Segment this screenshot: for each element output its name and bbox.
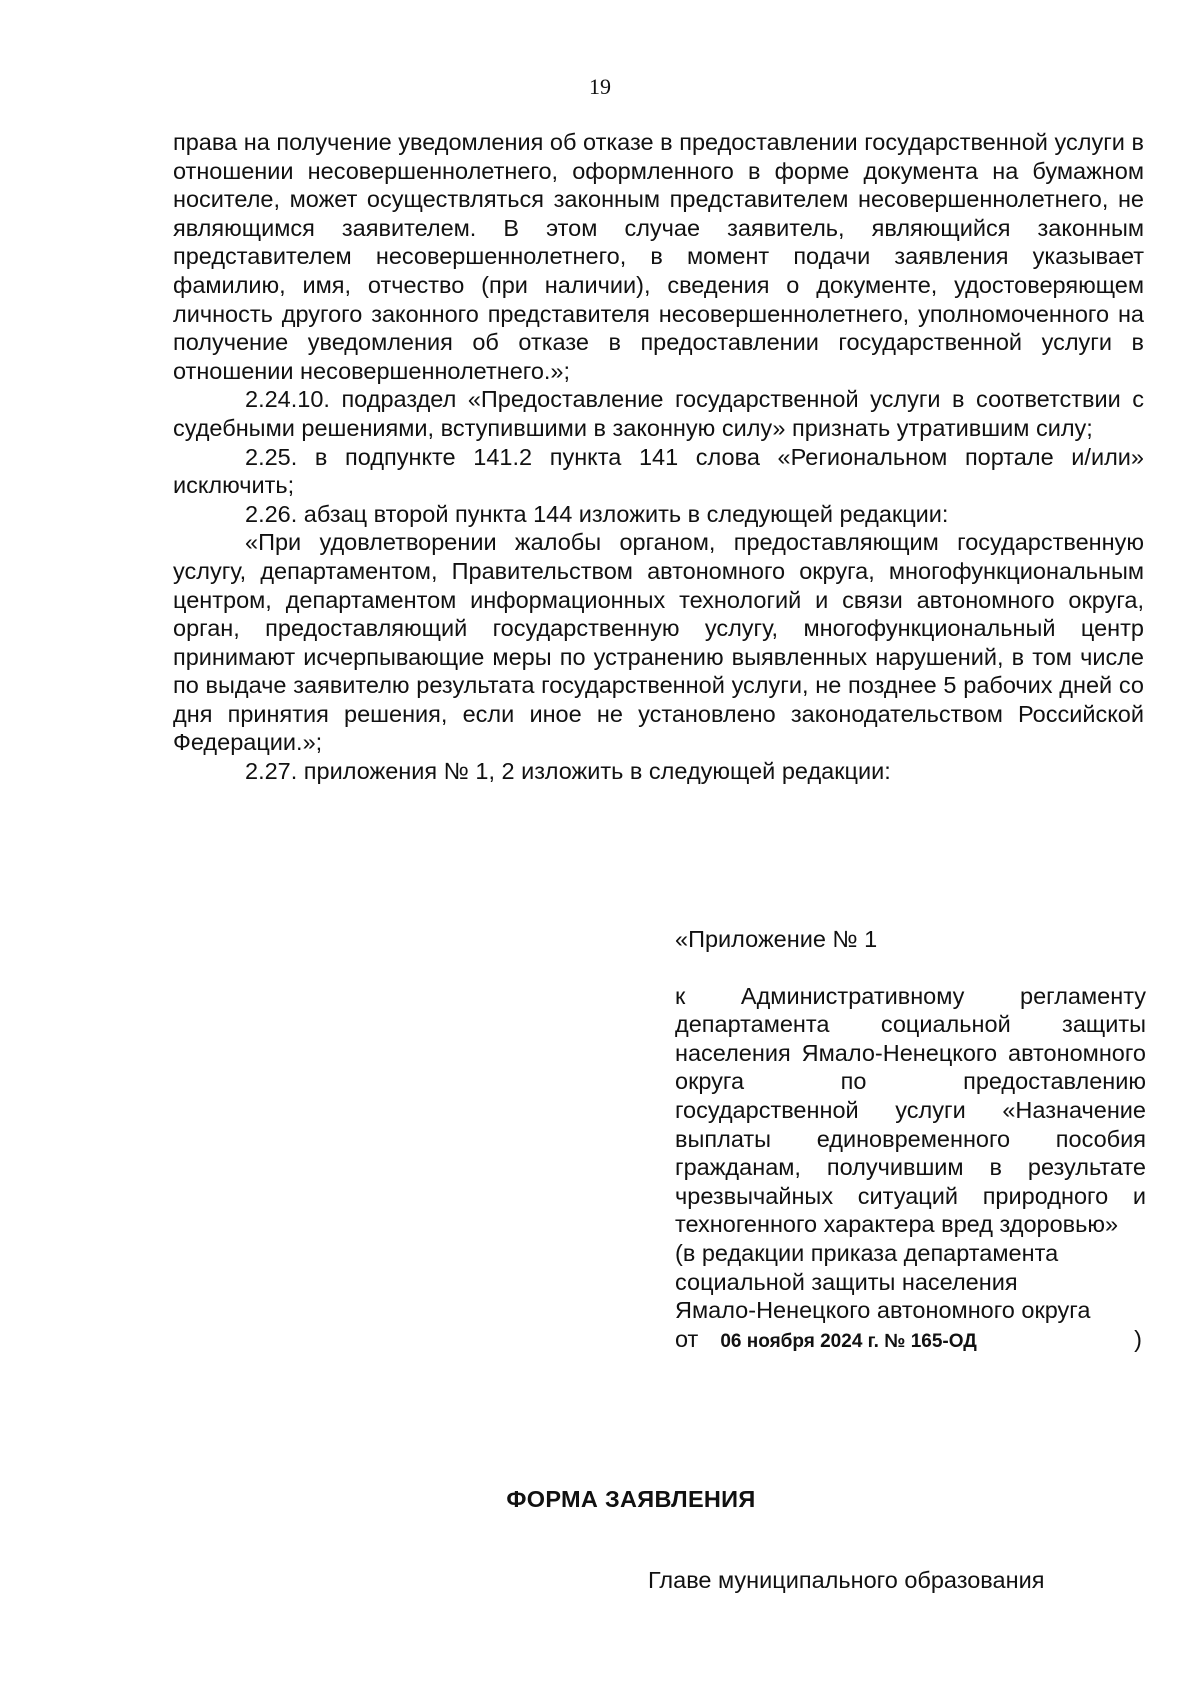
order-suffix: ) (1134, 1325, 1142, 1352)
edition-line: (в редакции приказа департамента (675, 1239, 1059, 1266)
edition-line: социальной защиты населения (675, 1268, 1018, 1295)
page-number: 19 (589, 74, 611, 99)
paragraph-2-27: 2.27. приложения № 1, 2 изложить в следующей редакции: (245, 758, 891, 785)
paragraph-2-26: 2.26. абзац второй пункта 144 изложить в следующей редакции: (245, 500, 949, 527)
appendix-body: к Административному регламенту департамента социальной защиты населения Ямало-Ненецкого автономного округа по предоставлению государственной услуги «Назначение выплаты единовременного пособия гражданам, получившим в результате чрезвычайных ситуаций природного и техногенного характера вред здоровью» (675, 982, 1146, 1238)
appendix-block (675, 925, 1146, 1356)
addressee: Главе муниципального образования (648, 1567, 1045, 1593)
paragraph-quoted-amendment: «При удовлетворении жалобы органом, предоставляющим государственную услугу, департаментом, Правительством автономного округа, многофункциональным центром, департаментом информационных технологий и связи автономного округа, орган, предоставляющий государственную услугу, многофункциональный центр принимают исчерпывающие меры по устранению выявленных нарушений, в том числе по выдаче заявителю результата государственной услуги, не позднее 5 рабочих дней со дня принятия решения, если иное не установлено законодательством Российской Федерации.»; (173, 529, 1144, 756)
paragraph-2-25: 2.25. в подпункте 141.2 пункта 141 слова «Региональном портале и/или» исключить; (173, 443, 1144, 499)
appendix-title: «Приложение № 1 (675, 926, 878, 952)
form-title: ФОРМА ЗАЯВЛЕНИЯ (506, 1486, 756, 1512)
body-text (173, 128, 1144, 786)
order-line (675, 1325, 1146, 1357)
edition-line: Ямало-Ненецкого автономного округа (675, 1297, 1091, 1324)
order-number: 06 ноября 2024 г. № 165-ОД (720, 1330, 977, 1352)
order-prefix: от (675, 1325, 699, 1352)
paragraph: права на получение уведомления об отказе в предоставлении государственной услуги в отношении несовершеннолетнего, оформленного в форме документа на бумажном носителе, может осуществляться законным представителем несовершеннолетнего, не являющимся заявителем. В этом случае заявитель, являющийся законным представителем несовершеннолетнего, в момент подачи заявления указывает фамилию, имя, отчество (при наличии), сведения о документе, удостоверяющем личность другого законного представителя несовершеннолетнего, уполномоченного на получение уведомления об отказе в предоставлении государственной услуги в отношении несовершеннолетнего.»; (173, 129, 1144, 384)
paragraph-2-24-10: 2.24.10. подраздел «Предоставление государственной услуги в соответствии с судебными решениями, вступившими в законную силу» признать утратившим силу; (173, 386, 1144, 441)
